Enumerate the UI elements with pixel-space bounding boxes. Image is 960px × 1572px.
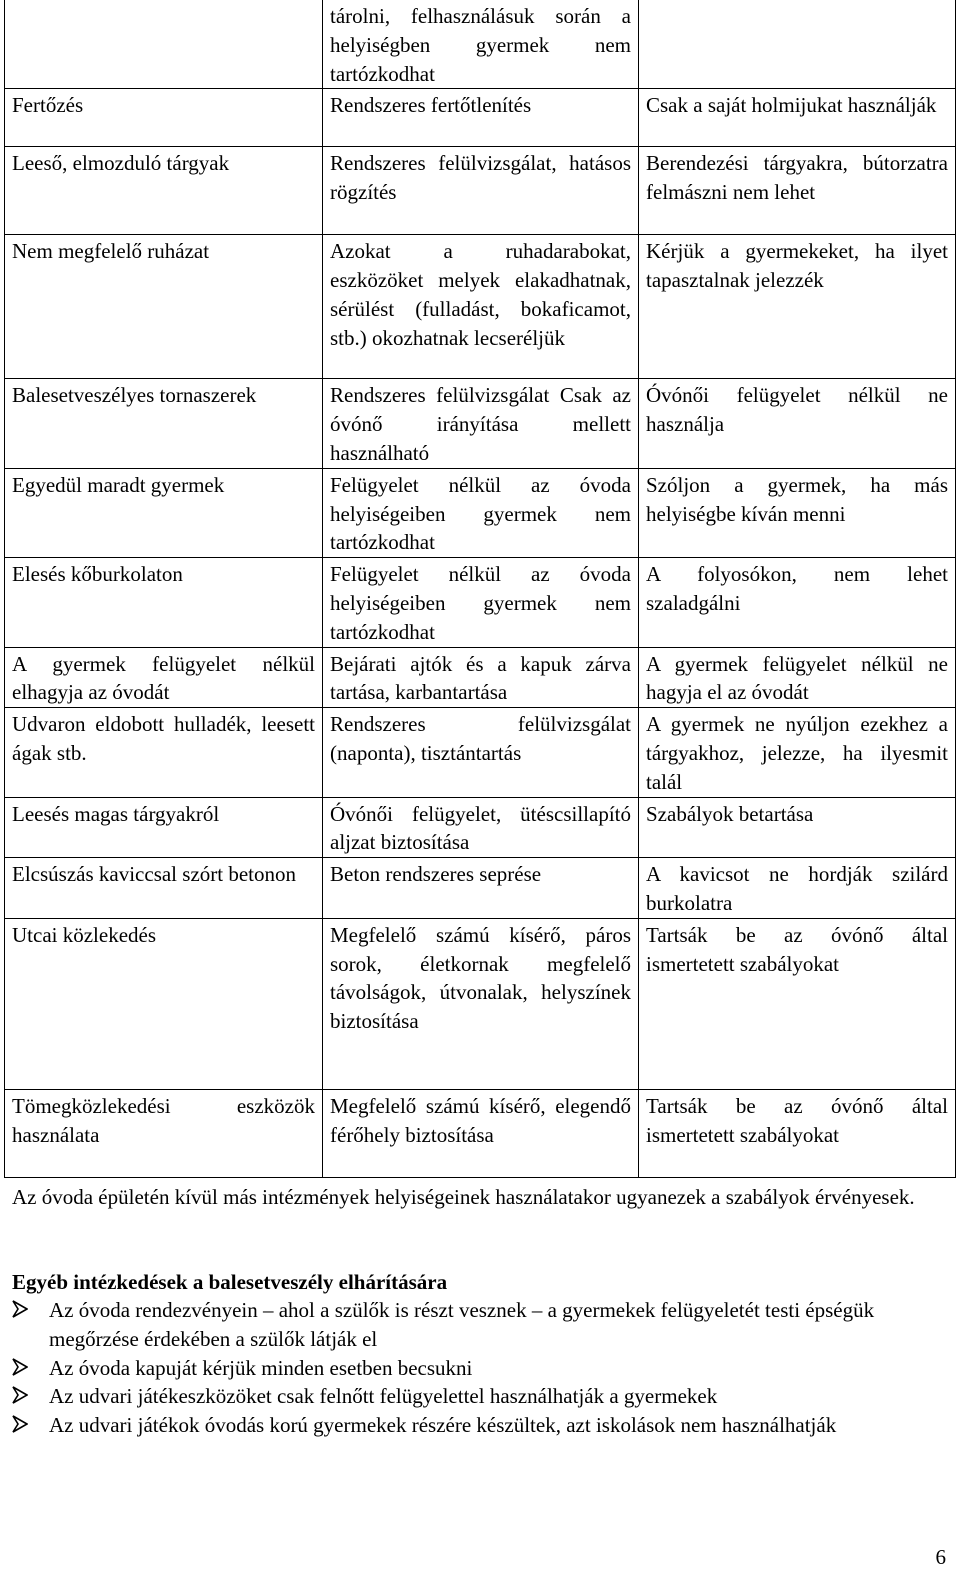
table-row [5, 1089, 956, 1177]
rule-cell: Szabályok betartása [639, 797, 956, 858]
arrowhead-bullet-icon [12, 1386, 28, 1404]
rule-cell: Berendezési tárgyakra, bútorzatra felmászni nem lehet [639, 147, 956, 235]
measure-cell: Rendszeres felülvizsgálat (naponta), tisztántartás [323, 708, 639, 797]
rule-cell [639, 0, 956, 89]
table-row [5, 147, 956, 235]
measure-cell: Rendszeres fertőtlenítés [323, 89, 639, 147]
table-row [5, 379, 956, 468]
hazard-cell: Leeső, elmozduló tárgyak [5, 147, 323, 235]
measure-cell: tárolni, felhasználásuk során a helyiségben gyermek nem tartózkodhat [323, 0, 639, 89]
table-row [5, 89, 956, 147]
list-item [12, 1382, 942, 1411]
rule-cell: A kavicsot ne hordják szilárd burkolatra [639, 858, 956, 919]
list-item [12, 1411, 942, 1440]
hazard-cell: Tömegközlekedési eszközök használata [5, 1089, 323, 1177]
rule-cell: Óvónői felügyelet nélkül ne használja [639, 379, 956, 468]
list-item-text: Az udvari játékok óvodás korú gyermekek részére készültek, azt iskolások nem használhatják [49, 1413, 837, 1438]
hazard-table [4, 0, 956, 1178]
arrowhead-bullet-icon [12, 1415, 28, 1433]
rule-cell: Tartsák be az óvónő által ismertetett szabályokat [639, 918, 956, 1089]
hazard-cell: A gyermek felügyelet nélkül elhagyja az óvodát [5, 647, 323, 708]
rule-cell: A gyermek ne nyúljon ezekhez a tárgyakhoz, jelezze, ha ilyesmit talál [639, 708, 956, 797]
hazard-cell: Elesés kőburkolaton [5, 558, 323, 647]
measure-cell: Beton rendszeres seprése [323, 858, 639, 919]
table-row [5, 797, 956, 858]
section-heading: Egyéb intézkedések a balesetveszély elhárítására [12, 1270, 448, 1294]
measure-cell: Felügyelet nélkül az óvoda helyiségeiben gyermek nem tartózkodhat [323, 558, 639, 647]
general-note: Az óvoda épületén kívül más intézmények helyiségeinek használatakor ugyanezek a szabályok érvényesek. [12, 1185, 915, 1209]
hazard-cell: Fertőzés [5, 89, 323, 147]
hazard-cell: Nem megfelelő ruházat [5, 235, 323, 379]
hazard-cell: Leesés magas tárgyakról [5, 797, 323, 858]
measure-cell: Megfelelő számú kísérő, elegendő férőhely biztosítása [323, 1089, 639, 1177]
table-row [5, 468, 956, 557]
measure-cell: Megfelelő számú kísérő, páros sorok, életkornak megfelelő távolságok, útvonalak, helyszínek biztosítása [323, 918, 639, 1089]
measure-cell: Felügyelet nélkül az óvoda helyiségeiben gyermek nem tartózkodhat [323, 468, 639, 557]
measure-cell: Rendszeres felülvizsgálat, hatásos rögzítés [323, 147, 639, 235]
table-row [5, 918, 956, 1089]
list-item-text: Az udvari játékeszközöket csak felnőtt felügyelettel használhatják a gyermekek [49, 1384, 718, 1409]
measure-cell: Bejárati ajtók és a kapuk zárva tartása, karbantartása [323, 647, 639, 708]
table-row [5, 558, 956, 647]
arrowhead-bullet-icon [12, 1300, 28, 1318]
table-row [5, 858, 956, 919]
hazard-cell: Balesetveszélyes tornaszerek [5, 379, 323, 468]
rule-cell: Szóljon a gyermek, ha más helyiségbe kíván menni [639, 468, 956, 557]
rule-cell: Csak a saját holmijukat használják [639, 89, 956, 147]
hazard-cell: Egyedül maradt gyermek [5, 468, 323, 557]
rule-cell: A gyermek felügyelet nélkül ne hagyja el az óvodát [639, 647, 956, 708]
measure-cell: Azokat a ruhadarabokat, eszközöket melyek elakadhatnak, sérülést (fulladást, bokaficamot, stb.) okozhatnak lecseréljük [323, 235, 639, 379]
list-item [12, 1354, 942, 1383]
table-row [5, 647, 956, 708]
rule-cell: Kérjük a gyermekeket, ha ilyet tapasztalnak jelezzék [639, 235, 956, 379]
measure-cell: Óvónői felügyelet, ütéscsillapító aljzat biztosítása [323, 797, 639, 858]
rule-cell: Tartsák be az óvónő által ismertetett szabályokat [639, 1089, 956, 1177]
hazard-cell [5, 0, 323, 89]
list-item-text: Az óvoda rendezvényein – ahol a szülők is részt vesznek – a gyermekek felügyeletét testi épségük megőrzése érdekében a szülők látják el [49, 1298, 875, 1351]
hazard-cell: Elcsúszás kaviccsal szórt betonon [5, 858, 323, 919]
measures-list [12, 1296, 942, 1440]
table-row [5, 708, 956, 797]
measure-cell: Rendszeres felülvizsgálat Csak az óvónő irányítása mellett használható [323, 379, 639, 468]
table-row [5, 0, 956, 89]
table-row [5, 235, 956, 379]
hazard-cell: Utcai közlekedés [5, 918, 323, 1089]
arrowhead-bullet-icon [12, 1358, 28, 1376]
rule-cell: A folyosókon, nem lehet szaladgálni [639, 558, 956, 647]
hazard-cell: Udvaron eldobott hulladék, leesett ágak stb. [5, 708, 323, 797]
list-item [12, 1296, 942, 1354]
list-item-text: Az óvoda kapuját kérjük minden esetben becsukni [49, 1355, 473, 1380]
page-number: 6 [935, 1545, 946, 1569]
